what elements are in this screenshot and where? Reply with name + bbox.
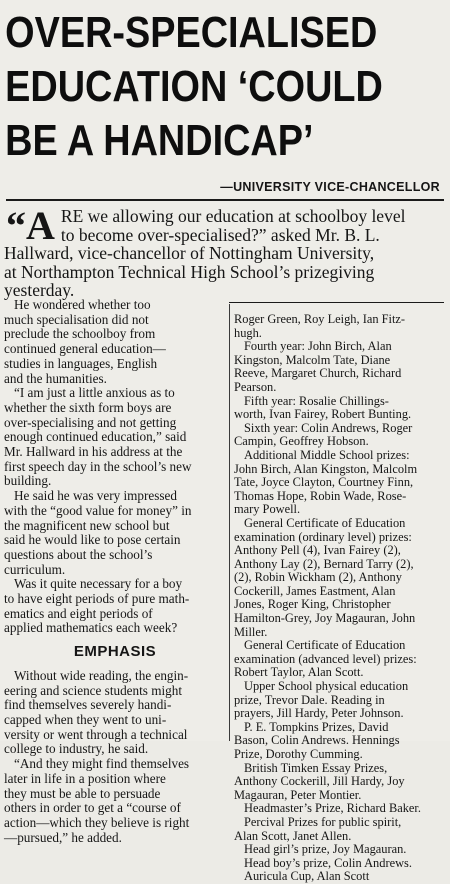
prize-list-line: Upper School physical education: [244, 679, 409, 694]
article-line: Mr. Hallward in his address at the: [4, 444, 183, 460]
prize-list-line: Alan Scott, Janet Allen.: [234, 828, 352, 843]
headline-line-3: BE A HANDICAP’: [5, 116, 314, 165]
article-line: building.: [4, 473, 52, 489]
column-top-rule: [229, 302, 444, 303]
prize-list-line: Jones, Roger King, Christopher: [234, 597, 391, 612]
prize-list-line: prize, Trevor Dale. Reading in: [234, 692, 385, 707]
prize-list-line: General Certificate of Education: [244, 638, 406, 653]
article-line: studies in languages, English: [4, 355, 158, 371]
article-line: college to industry, he said.: [4, 741, 149, 757]
article-line: later in life in a position where: [4, 770, 166, 786]
prize-list-line: Head boy’s prize, Colin Andrews.: [244, 855, 412, 870]
headline-line-2: EDUCATION ‘COULD: [5, 62, 383, 111]
article-line: and the humanities.: [4, 370, 107, 386]
prize-list-line: Anthony Cockerill, Jill Hardy, Joy: [234, 774, 405, 789]
prize-list-line: Pearson.: [234, 379, 277, 394]
prize-list-line: mary Powell.: [234, 502, 301, 517]
article-line: enough continued education,” said: [4, 429, 187, 445]
byline: —UNIVERSITY VICE-CHANCELLOR: [220, 180, 440, 194]
article-line: action—which they believe is right: [4, 814, 190, 830]
article-line: questions about the school’s: [4, 546, 153, 562]
article-line: Was it quite necessary for a boy: [14, 576, 183, 592]
prize-list-line: worth, Ivan Fairey, Robert Bunting.: [234, 407, 412, 422]
prize-list-line: prayers, Jill Hardy, Peter Johnson.: [234, 706, 404, 721]
prize-list-line: Robert Taylor, Alan Scott.: [234, 665, 364, 680]
prize-list-line: Roger Green, Roy Leigh, Ian Fitz-: [234, 312, 406, 326]
prize-list-line: Auricula Cup, Alan Scott: [244, 869, 370, 884]
article-line: ematics and eight periods of: [4, 605, 153, 621]
article-line: eering and science students might: [4, 682, 182, 698]
article-line: “I am just a little anxious as to: [14, 385, 175, 401]
prize-list-line: examination (advanced level) prizes:: [234, 651, 417, 666]
intro-line: to become over-specialised?” asked Mr. B. L.: [60, 224, 380, 245]
prize-list-line: Magauran, Peter Montier.: [234, 787, 362, 802]
prize-list-line: Anthony Pell (4), Ivan Fairey (2),: [234, 543, 401, 558]
prize-list-line: Hamilton-Grey, Joy Magauran, John: [234, 611, 416, 626]
article-line: they must be able to persuade: [4, 785, 161, 801]
prize-list-line: Reeve, Margaret Church, Richard: [234, 366, 402, 381]
article-line: to have eight periods of pure math-: [4, 591, 190, 607]
prize-list-line: Miller.: [234, 624, 268, 639]
article-line: whether the sixth form boys are: [4, 399, 172, 415]
headline-line-1: OVER-SPECIALISED: [5, 8, 378, 57]
column-divider: [229, 304, 230, 741]
prize-list-line: Anthony Lay (2), Bernard Tarry (2),: [234, 556, 414, 571]
prize-list-line: Bason, Colin Andrews. Hennings: [234, 733, 400, 748]
intro-line: at Northampton Technical High School’s prizegiving: [4, 261, 375, 282]
article-line: applied mathematics each week?: [4, 620, 178, 636]
prize-list-line: examination (ordinary level) prizes:: [234, 529, 412, 544]
article-line: preclude the schoolboy from: [4, 326, 156, 342]
prize-list-line: hugh.: [234, 325, 262, 340]
intro-line: RE we allowing our education at schoolboy level: [60, 206, 406, 226]
intro-line: Hallward, vice-chancellor of Nottingham University,: [4, 243, 375, 263]
article-line: —pursued,” he added.: [4, 829, 122, 845]
article-line: with the “good value for money” in: [4, 502, 192, 518]
article-line: curriculum.: [4, 561, 66, 577]
article-line: Without wide reading, the engin-: [14, 667, 189, 683]
article-line: others in order to get a “course of: [4, 800, 181, 816]
prize-list-line: British Timken Essay Prizes,: [244, 760, 388, 775]
prize-list-line: Cockerill, James Eastment, Alan: [234, 583, 396, 598]
prize-list-line: Thomas Hope, Robin Wade, Rose-: [234, 488, 407, 503]
article-line: continued general education—: [4, 341, 166, 357]
prize-list-line: Tate, Joyce Clayton, Courtney Finn,: [234, 475, 414, 490]
prize-list-line: General Certificate of Education: [244, 515, 406, 530]
left-column: [4, 298, 226, 845]
prize-list-line: John Birch, Alan Kingston, Malcolm: [234, 461, 418, 476]
prize-list-line: Percival Prizes for public spirit,: [244, 814, 402, 829]
prize-list-line: Head girl’s prize, Joy Magauran.: [244, 842, 407, 857]
intro-paragraph: [4, 203, 446, 300]
headline-divider: [6, 199, 444, 201]
prize-list-line: Fourth year: John Birch, Alan: [244, 339, 392, 354]
intro-line: yesterday.: [4, 280, 75, 300]
prize-list-line: (2), Robin Wickham (2), Anthony: [234, 570, 402, 585]
prize-list-line: Prize, Dorothy Cumming.: [234, 747, 363, 761]
article-line: He wondered whether too: [14, 297, 151, 312]
drop-cap: “A: [6, 203, 55, 248]
right-column: [234, 313, 448, 884]
article-line: first speech day in the school’s new: [4, 458, 192, 474]
article-line: over-specialising and not getting: [4, 414, 177, 430]
prize-list-line: Kingston, Malcolm Tate, Diane: [234, 352, 391, 367]
section-subhead: EMPHASIS: [73, 643, 157, 661]
article-line: versity or went through a technical: [4, 726, 188, 742]
article-line: find themselves severely handi-: [4, 697, 172, 713]
prize-list-line: Campin, Geoffrey Hobson.: [234, 434, 369, 449]
article-line: much specialisation did not: [4, 311, 149, 327]
prize-list-line: Headmaster’s Prize, Richard Baker.: [244, 801, 421, 816]
prize-list-line: P. E. Tompkins Prizes, David: [244, 719, 389, 734]
prize-list-line: Sixth year: Colin Andrews, Roger: [244, 420, 413, 435]
article-line: the magnificent new school but: [4, 517, 170, 533]
prize-list-line: Additional Middle School prizes:: [244, 447, 410, 462]
prize-list-line: Fifth year: Rosalie Chillings-: [244, 393, 389, 408]
headline: [0, 0, 447, 168]
article-line: said he would like to pose certain: [4, 532, 181, 548]
article-line: capped when they went to uni-: [4, 711, 167, 727]
article-line: He said he was very impressed: [14, 488, 177, 504]
article-line: “And they might find themselves: [14, 756, 190, 772]
